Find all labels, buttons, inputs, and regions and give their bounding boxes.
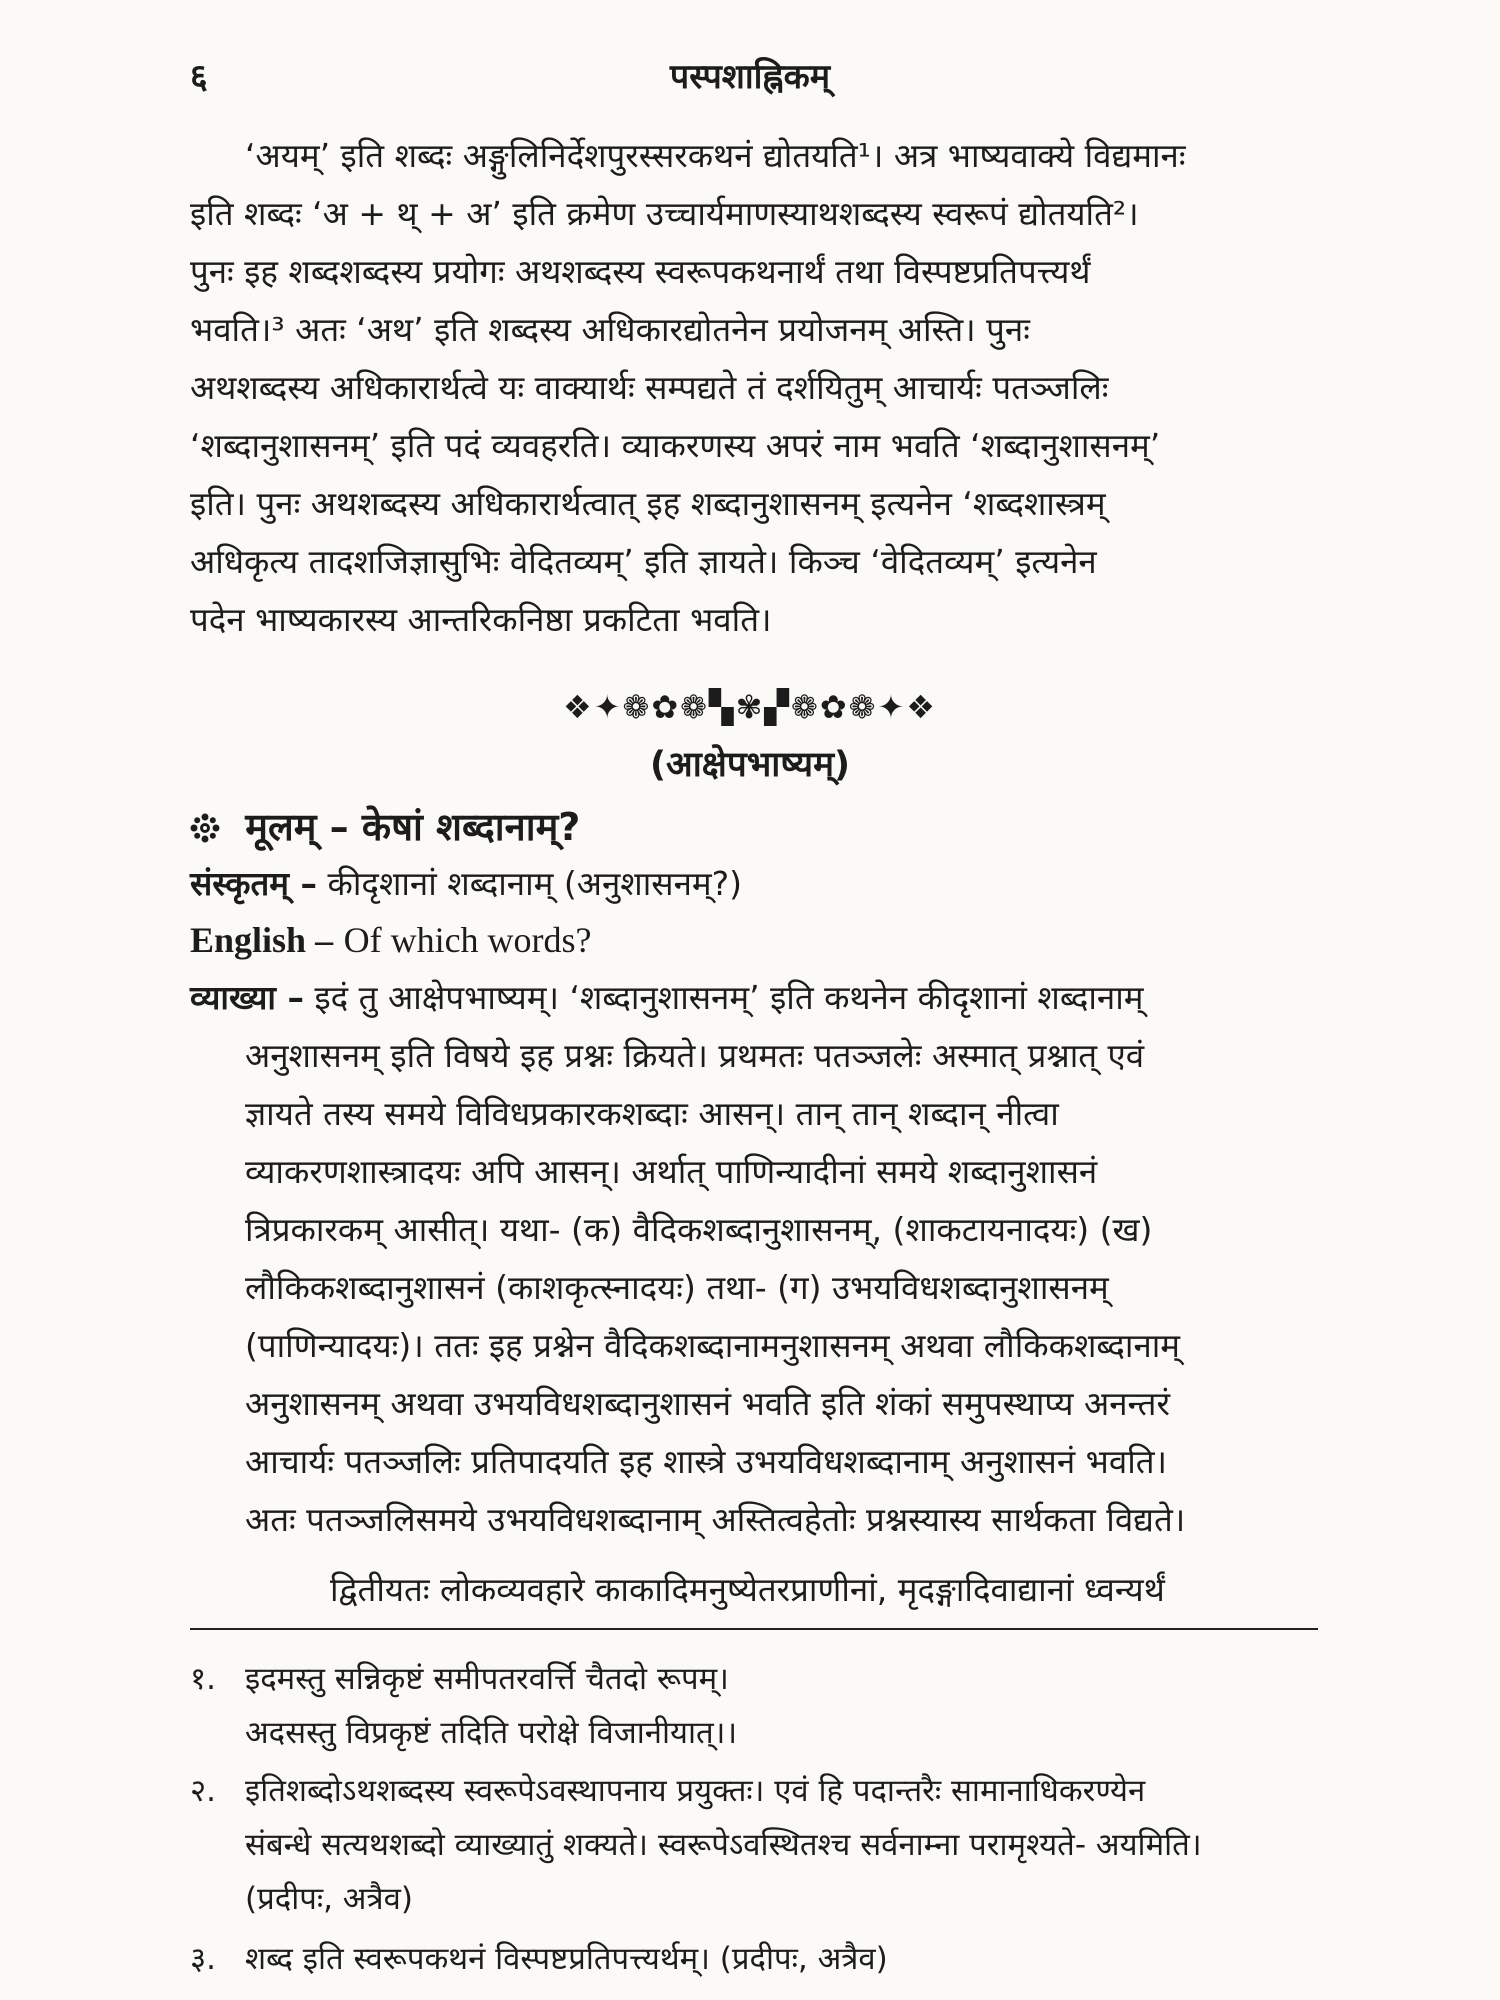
mulam-heading [190, 800, 580, 852]
english-line [190, 918, 592, 963]
english-label: English – [190, 920, 334, 960]
intro-line: ‘शब्दानुशासनम्’ इति पदं व्यवहरति। व्याकरणस्य अपरं नाम भवति ‘शब्दानुशासनम्’ [190, 426, 1161, 465]
sanskritam-text: कीदृशानां शब्दानाम् (अनुशासनम्?) [327, 864, 743, 903]
vyakhya-line: लौकिकशब्दानुशासनं (काशकृत्स्नादयः) तथा- (ग) उभयविधशब्दानुशासनम् [245, 1268, 1109, 1307]
vyakhya-line: अनुशासनम् अथवा उभयविधशब्दानुशासनं भवति इति शंकां समुपस्थाप्य अनन्तरं [245, 1384, 1170, 1423]
running-title: पस्पशाह्निकम् [669, 57, 831, 97]
vyakhya-line: अतः पतञ्जलिसमये उभयविधशब्दानाम् अस्तित्वहेतोः प्रश्नस्यास्य सार्थकता विद्यते। [245, 1500, 1186, 1539]
vyakhya-line [190, 976, 1144, 1020]
footnote-number: २. [190, 1773, 216, 1809]
intro-line: पदेन भाष्यकारस्य आन्तरिकनिष्ठा प्रकटिता भवति। [190, 600, 772, 639]
page-number: ६ [190, 57, 208, 97]
intro-line: अथशब्दस्य अधिकारार्थत्वे यः वाक्यार्थः सम्पद्यते तं दर्शयितुम् आचार्यः पतञ्जलिः [190, 368, 1109, 407]
footnote-rule [190, 1628, 1318, 1630]
rosette-icon [190, 805, 233, 849]
vyakhya-line: त्रिप्रकारकम् आसीत्। यथा- (क) वैदिकशब्दानुशासनम्, (शाकटायनादयः) (ख) [245, 1210, 1153, 1249]
vyakhya-label: व्याख्या – [190, 978, 304, 1017]
footnote-number: ३. [190, 1941, 216, 1977]
vyakhya-line: ज्ञायते तस्य समये विविधप्रकारकशब्दाः आसन्। तान् तान् शब्दान् नीत्वा [245, 1094, 1059, 1133]
section-title: (आक्षेपभाष्यम्) [649, 745, 851, 785]
ornament-divider: ❖✦❁✿❁▚✾▞❁✿❁✦❖ [563, 688, 937, 726]
vyakhya-line: (पाणिन्यादयः)। ततः इह प्रश्नेन वैदिकशब्दानामनुशासनम् अथवा लौकिकशब्दानाम् [245, 1326, 1181, 1365]
vyakhya-line: व्याकरणशास्त्रादयः अपि आसन्। अर्थात् पाणिन्यादीनां समये शब्दानुशासनं [245, 1152, 1098, 1191]
sanskritam-line [190, 862, 742, 906]
footnote-line: इतिशब्दोऽथशब्दस्य स्वरूपेऽवस्थापनाय प्रयुक्तः। एवं हि पदान्तरैः सामानाधिकरण्येन [245, 1773, 1146, 1809]
intro-line: इति शब्दः ‘अ + थ् + अ’ इति क्रमेण उच्चार्यमाणस्याथशब्दस्य स्वरूपं द्योतयति²। [190, 194, 1139, 233]
intro-line: इति। पुनः अथशब्दस्य अधिकारार्थत्वात् इह शब्दानुशासनम् इत्यनेन ‘शब्दशास्त्रम् [190, 484, 1106, 523]
vyakhya-text: इदं तु आक्षेपभाष्यम्। ‘शब्दानुशासनम्’ इति कथनेन कीदृशानां शब्दानाम् [314, 978, 1144, 1017]
intro-line: भवति।³ अतः ‘अथ’ इति शब्दस्य अधिकारद्योतनेन प्रयोजनम् अस्ति। पुनः [190, 310, 1030, 349]
vyakhya-line: अनुशासनम् इति विषये इह प्रश्नः क्रियते। प्रथमतः पतञ्जलेः अस्मात् प्रश्नात् एवं [245, 1036, 1145, 1075]
english-text: Of which words? [343, 920, 592, 960]
footnote-line: इदमस्तु सन्निकृष्टं समीपतरवर्त्ति चैतदो रूपम्। [245, 1661, 729, 1697]
intro-line: अधिकृत्य तादशजिज्ञासुभिः वेदितव्यम्’ इति ज्ञायते। किञ्च ‘वेदितव्यम्’ इत्यनेन [190, 542, 1097, 581]
intro-line: ‘अयम्’ इति शब्दः अङ्गुलिनिर्देशपुरस्सरकथनं द्योतयति¹। अत्र भाष्यवाक्ये विद्यमानः [245, 136, 1186, 175]
sanskritam-label: संस्कृतम् – [190, 864, 318, 903]
footnote-line: अदसस्तु विप्रकृष्टं तदिति परोक्षे विजानीयात्।। [245, 1715, 738, 1751]
footnote-line: (प्रदीपः, अत्रैव) [245, 1881, 413, 1917]
footnote-line: संबन्धे सत्यथशब्दो व्याख्यातुं शक्यते। स्वरूपेऽवस्थितश्च सर्वनाम्ना परामृश्यते- अयमिति। [245, 1827, 1202, 1863]
footnote-number: १. [190, 1661, 216, 1697]
vyakhya-line: द्वितीयतः लोकव्यवहारे काकादिमनुष्येतरप्राणीनां, मृदङ्गादिवाद्यानां ध्वन्यर्थं [330, 1570, 1165, 1609]
vyakhya-line: आचार्यः पतञ्जलिः प्रतिपादयति इह शास्त्रे उभयविधशब्दानाम् अनुशासनं भवति। [245, 1442, 1168, 1481]
footnote-line: शब्द इति स्वरूपकथनं विस्पष्टप्रतिपत्त्यर्थम्। (प्रदीपः, अत्रैव) [245, 1941, 888, 1977]
intro-line: पुनः इह शब्दशब्दस्य प्रयोगः अथशब्दस्य स्वरूपकथनार्थं तथा विस्पष्टप्रतिपत्त्यर्थं [190, 252, 1091, 291]
mulam-text: मूलम् – केषां शब्दानाम्? [245, 805, 581, 849]
